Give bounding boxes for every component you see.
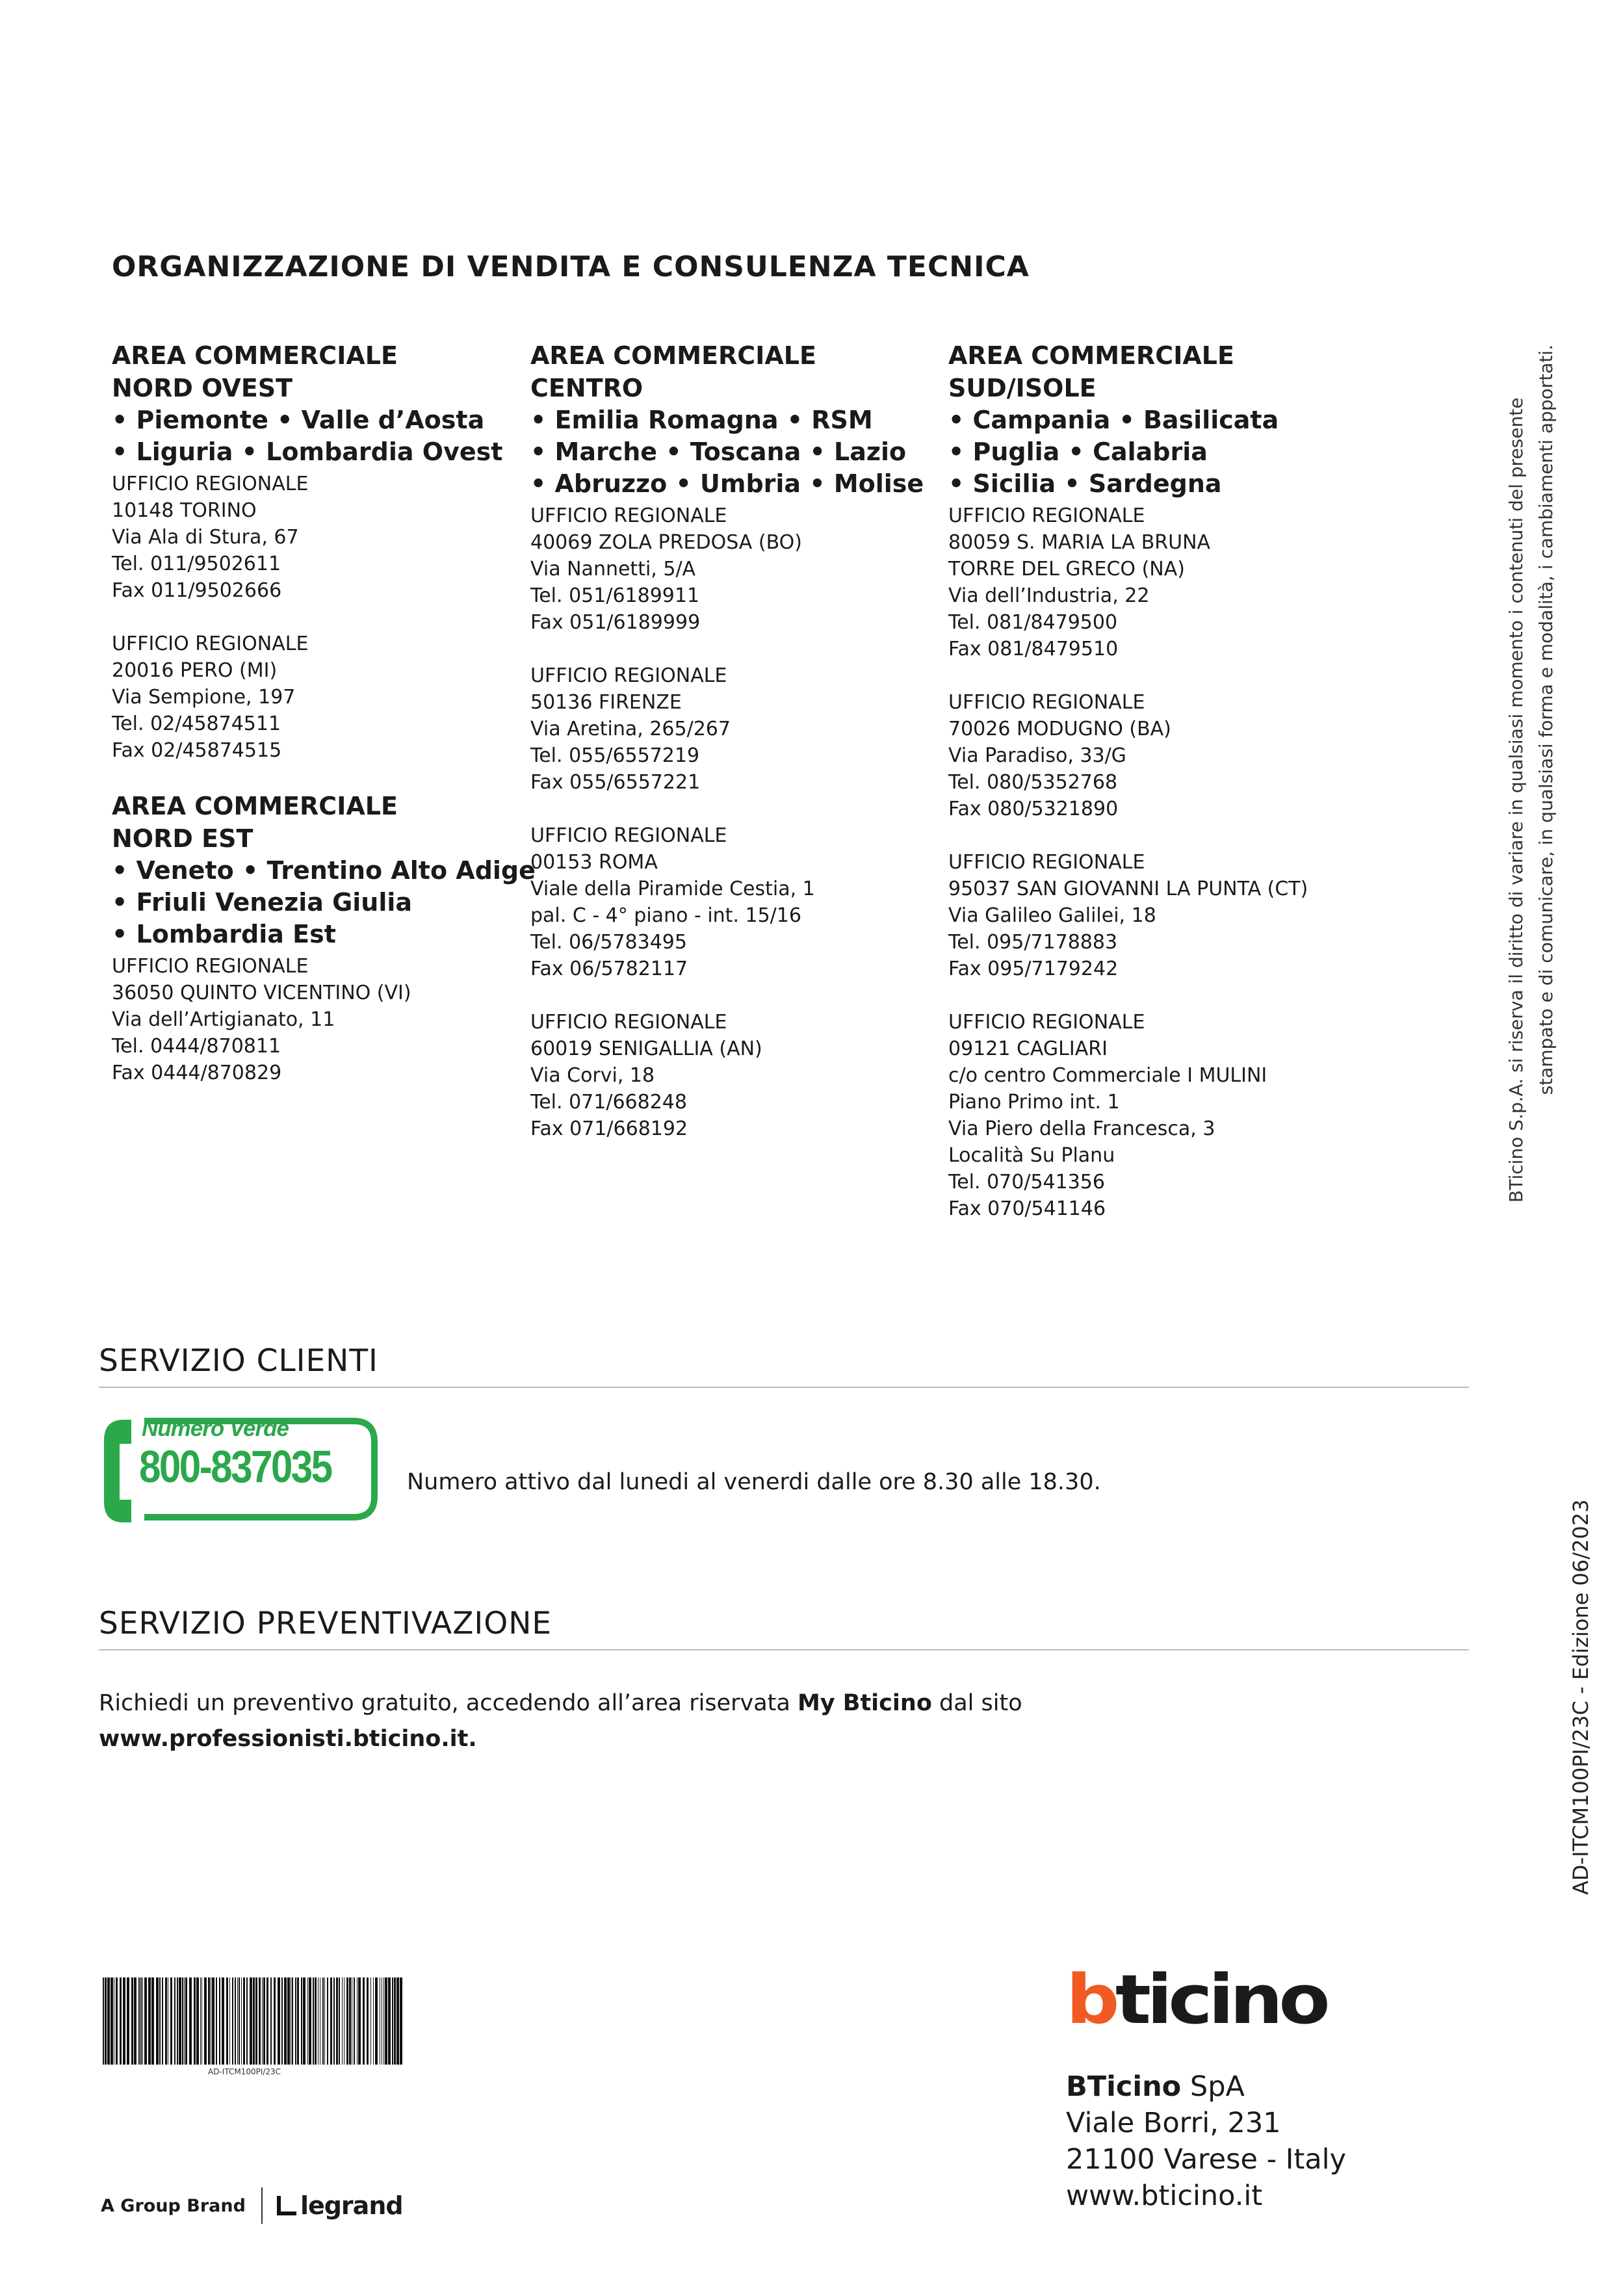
barcode-bar [253, 1977, 255, 2065]
company-name-bold: BTicino [1066, 2070, 1182, 2103]
legrand-logo [277, 2191, 403, 2220]
area-heading-line: CENTRO [530, 374, 643, 402]
office-line: Via Corvi, 18 [530, 1064, 655, 1087]
office-line: Fax 095/7179242 [948, 958, 1119, 980]
barcode-bar [284, 1977, 287, 2065]
office-line: UFFICIO REGIONALE [530, 504, 727, 527]
barcode-bar [159, 1977, 161, 2065]
office-line: 36050 QUINTO VICENTINO (VI) [112, 982, 411, 1004]
barcode-bar [142, 1977, 143, 2065]
office-block [112, 631, 515, 764]
barcode-bar [235, 1977, 236, 2065]
area-regions-line: • Lombardia Est [112, 920, 336, 948]
barcode-bar [250, 1977, 252, 2065]
barcode-bar [120, 1977, 122, 2065]
barcode-bar [222, 1977, 224, 2065]
barcode-bar [270, 1977, 272, 2065]
barcode-bar [388, 1977, 391, 2065]
barcode-bar [327, 1977, 328, 2065]
barcode-bar [165, 1977, 167, 2065]
legrand-logo-text: legrand [300, 2191, 403, 2220]
barcode-bar [243, 1977, 245, 2065]
office-line: UFFICIO REGIONALE [948, 851, 1145, 874]
company-name-rest: SpA [1181, 2070, 1245, 2103]
barcode-bar [229, 1977, 230, 2065]
area-heading-line: AREA COMMERCIALE [948, 341, 1234, 370]
company-website[interactable]: www.bticino.it [1066, 2180, 1263, 2212]
office-line: 09121 CAGLIARI [948, 1037, 1108, 1060]
office-line: UFFICIO REGIONALE [530, 664, 727, 687]
my-bticino-label: My Bticino [797, 1690, 932, 1716]
barcode-bar [189, 1977, 192, 2065]
office-line: Fax 0444/870829 [112, 1062, 282, 1084]
office-line: UFFICIO REGIONALE [530, 824, 727, 847]
company-name-line [1066, 2068, 1346, 2105]
office-line: Fax 06/5782117 [530, 958, 688, 980]
office-line: Via Piero della Francesca, 3 [948, 1117, 1215, 1140]
office-line: UFFICIO REGIONALE [948, 504, 1145, 527]
barcode-bar [103, 1977, 104, 2065]
office-line: c/o centro Commerciale I MULINI [948, 1064, 1267, 1087]
barcode-bar [237, 1977, 238, 2065]
barcode-bar [396, 1977, 399, 2065]
barcode-bar [330, 1977, 332, 2065]
area-heading-line: SUD/ISOLE [948, 374, 1097, 402]
barcode-bar [363, 1977, 365, 2065]
barcode-bar [241, 1977, 242, 2065]
barcode-bar [333, 1977, 335, 2065]
office-line: Via dell’Artigianato, 11 [112, 1008, 335, 1031]
office-line: Tel. 071/668248 [530, 1091, 687, 1114]
barcode-bar [182, 1977, 183, 2065]
office-line: UFFICIO REGIONALE [948, 1011, 1145, 1034]
barcode-bar [162, 1977, 163, 2065]
servizio-clienti-title: SERVIZIO CLIENTI [99, 1343, 378, 1379]
company-city: 21100 Varese - Italy [1066, 2143, 1347, 2176]
barcode-bar [281, 1977, 283, 2065]
column-nord [112, 339, 536, 1086]
office-line: Via Sempione, 197 [112, 686, 296, 709]
barcode [101, 1977, 404, 2065]
column-sud-isole [948, 339, 1351, 1222]
office-block [948, 849, 1351, 982]
office-block [948, 1009, 1351, 1222]
office-line: Tel. 051/6189911 [530, 584, 700, 607]
barcode-bar [246, 1977, 248, 2065]
area-heading-line: NORD OVEST [112, 374, 293, 402]
area-regions-line: • Abruzzo • Umbria • Molise [530, 469, 924, 498]
group-brand-label: A Group Brand [101, 2195, 246, 2216]
barcode-bar [212, 1977, 214, 2065]
office-line: Tel. 070/541356 [948, 1171, 1105, 1194]
office-line: Tel. 011/9502611 [112, 553, 281, 575]
office-line: Tel. 02/45874511 [112, 712, 281, 735]
area-heading-line: AREA COMMERCIALE [112, 341, 398, 370]
area-nord-ovest [112, 339, 515, 764]
office-line: 80059 S. MARIA LA BRUNA [948, 531, 1211, 554]
office-line: Tel. 081/8479500 [948, 611, 1118, 634]
barcode-bar [204, 1977, 207, 2065]
barcode-bar [105, 1977, 107, 2065]
barcode-bar [140, 1977, 142, 2065]
phone-handset-icon [104, 1420, 131, 1522]
numero-verde-hours: Numero attivo dal lunedi al venerdi dalle ore 8.30 alle 18.30. [407, 1469, 1101, 1495]
barcode-bar [303, 1977, 305, 2065]
professionisti-link[interactable]: www.professionisti.bticino.it. [99, 1726, 477, 1752]
office-line: Via Aretina, 265/267 [530, 718, 731, 740]
barcode-bar [354, 1977, 355, 2065]
office-block [530, 822, 933, 982]
area-heading-line: AREA COMMERCIALE [530, 341, 816, 370]
office-line: Località Su Planu [948, 1144, 1115, 1167]
office-line: Fax 051/6189999 [530, 611, 701, 634]
office-line: Tel. 0444/870811 [112, 1035, 281, 1058]
company-address [1066, 2068, 1346, 2214]
office-block [112, 953, 515, 1086]
barcode-bar [292, 1977, 293, 2065]
barcode-bar [219, 1977, 220, 2065]
bticino-logo [1066, 1970, 1339, 2037]
barcode-bar [392, 1977, 393, 2065]
office-line: 70026 MODUGNO (BA) [948, 718, 1171, 740]
office-line: UFFICIO REGIONALE [112, 955, 309, 978]
barcode-bar [358, 1977, 361, 2065]
barcode-bar [185, 1977, 187, 2065]
barcode-bar [116, 1977, 118, 2065]
bticino-logo-b: b [1066, 1970, 1111, 2035]
barcode-bar [307, 1977, 308, 2065]
barcode-bar [349, 1977, 351, 2065]
office-line: 00153 ROMA [530, 851, 658, 874]
office-line: TORRE DEL GRECO (NA) [948, 558, 1185, 581]
barcode-bar [123, 1977, 125, 2065]
office-line: UFFICIO REGIONALE [112, 633, 309, 655]
numero-verde-label: Numero Verde [142, 1416, 289, 1441]
barcode-bar [156, 1977, 159, 2065]
office-line: Fax 02/45874515 [112, 739, 282, 762]
office-line: 60019 SENIGALLIA (AN) [530, 1037, 762, 1060]
office-line: Via dell’Industria, 22 [948, 584, 1150, 607]
barcode-bar [394, 1977, 396, 2065]
barcode-bar [259, 1977, 261, 2065]
barcode-bar [375, 1977, 378, 2065]
numero-verde-badge[interactable] [99, 1412, 385, 1529]
office-line: Viale della Piramide Cestia, 1 [530, 878, 815, 900]
office-line: Tel. 06/5783495 [530, 931, 687, 954]
office-line: Via Nannetti, 5/A [530, 558, 696, 581]
page-title: ORGANIZZAZIONE DI VENDITA E CONSULENZA TECNICA [112, 250, 1030, 283]
office-line: 20016 PERO (MI) [112, 659, 278, 682]
office-line: Via Ala di Stura, 67 [112, 526, 299, 549]
barcode-bar [134, 1977, 136, 2065]
barcode-bar [301, 1977, 302, 2065]
disclaimer-line: BTicino S.p.A. si riserva il diritto di variare in qualsiasi momento i contenuti del presente [1505, 397, 1527, 1203]
area-regions-line: • Marche • Toscana • Lazio [530, 437, 907, 466]
numero-verde-phone[interactable]: 800-837035 [139, 1441, 331, 1492]
barcode-bar [151, 1977, 154, 2065]
office-block [530, 1009, 933, 1142]
office-line: Via Paradiso, 33/G [948, 744, 1126, 767]
legrand-mark-icon [277, 2196, 296, 2215]
barcode-bar [295, 1977, 296, 2065]
barcode-bar [177, 1977, 178, 2065]
barcode-bar [194, 1977, 196, 2065]
office-block [112, 471, 515, 604]
barcode-bar [179, 1977, 181, 2065]
area-nord-est [112, 790, 536, 1086]
divider [99, 1387, 1469, 1388]
office-line: Fax 081/8479510 [948, 638, 1119, 660]
office-line: Fax 011/9502666 [112, 579, 282, 602]
office-line: UFFICIO REGIONALE [948, 691, 1145, 714]
company-street: Viale Borri, 231 [1066, 2107, 1281, 2139]
office-line: 50136 FIRENZE [530, 691, 682, 714]
office-block [530, 662, 933, 796]
barcode-bar [346, 1977, 348, 2065]
office-line: UFFICIO REGIONALE [112, 473, 309, 495]
office-line: Tel. 055/6557219 [530, 744, 700, 767]
office-line: Piano Primo int. 1 [948, 1091, 1120, 1114]
bticino-logo-rest: ticino [1115, 1970, 1306, 2035]
barcode-bar [274, 1977, 276, 2065]
column-centro [530, 339, 933, 1142]
barcode-bar [309, 1977, 311, 2065]
barcode-bar [144, 1977, 147, 2065]
barcode-bar [367, 1977, 369, 2065]
area-regions-line: • Campania • Basilicata [948, 406, 1279, 434]
barcode-bar [208, 1977, 210, 2065]
preventivo-text-start: Richiedi un preventivo gratuito, accedendo all’area riservata [99, 1690, 798, 1716]
area-sud-isole [948, 339, 1351, 1222]
area-regions-line: • Emilia Romagna • RSM [530, 406, 873, 434]
barcode-bar [127, 1977, 129, 2065]
office-line: pal. C - 4° piano - int. 15/16 [530, 904, 801, 927]
barcode-bar [287, 1977, 290, 2065]
area-regions-line: • Sicilia • Sardegna [948, 469, 1222, 498]
preventivo-text-end: dal sito [931, 1690, 1022, 1716]
barcode-bar [216, 1977, 217, 2065]
edition-note: AD-ITCM100PI/23C - Edizione 06/2023 [1568, 1499, 1593, 1895]
office-line: Tel. 095/7178883 [948, 931, 1118, 954]
office-line: Fax 055/6557221 [530, 771, 701, 794]
area-regions-line: • Friuli Venezia Giulia [112, 888, 413, 917]
office-line: 40069 ZOLA PREDOSA (BO) [530, 531, 802, 554]
barcode-label: AD-ITCM100PI/23C [208, 2067, 281, 2076]
barcode-bar [232, 1977, 233, 2065]
barcode-bar [342, 1977, 343, 2065]
area-heading-line: AREA COMMERCIALE [112, 792, 398, 820]
area-regions-line: • Veneto • Trentino Alto Adige [112, 856, 536, 885]
barcode-bar [201, 1977, 202, 2065]
office-line: 95037 SAN GIOVANNI LA PUNTA (CT) [948, 878, 1308, 900]
area-centro [530, 339, 933, 1142]
barcode-bar [174, 1977, 175, 2065]
barcode-bar [170, 1977, 172, 2065]
barcode-bar [315, 1977, 317, 2065]
barcode-bar [239, 1977, 240, 2065]
office-block [530, 502, 933, 636]
office-line: UFFICIO REGIONALE [530, 1011, 727, 1034]
office-line: Fax 070/541146 [948, 1197, 1106, 1220]
barcode-bar [200, 1977, 201, 2065]
area-heading-line: NORD EST [112, 824, 253, 853]
brand-separator [261, 2187, 263, 2224]
bticino-logo-graphic [1066, 1970, 1339, 2035]
bticino-logo-text [1066, 1970, 1327, 2035]
office-block [948, 689, 1351, 822]
barcode-bar [131, 1977, 133, 2065]
office-block [948, 502, 1351, 662]
barcode-bar [266, 1977, 268, 2065]
preventivo-text [99, 1686, 1022, 1757]
barcode-bar [383, 1977, 384, 2065]
disclaimer-note [1501, 345, 1561, 1203]
barcode-bar [297, 1977, 299, 2065]
barcode-bar [336, 1977, 338, 2065]
area-regions-line: • Piemonte • Valle d’Aosta [112, 406, 485, 434]
barcode-bar [226, 1977, 228, 2065]
office-line: Tel. 080/5352768 [948, 771, 1118, 794]
barcode-bar [373, 1977, 374, 2065]
servizio-preventivazione-title: SERVIZIO PREVENTIVAZIONE [99, 1606, 552, 1641]
divider [99, 1649, 1469, 1650]
barcode-bar [110, 1977, 113, 2065]
barcode-bar [255, 1977, 257, 2065]
barcode-bar [313, 1977, 314, 2065]
office-line: Via Galileo Galilei, 18 [948, 904, 1156, 927]
area-regions-line: • Liguria • Lombardia Ovest [112, 437, 503, 466]
barcode-bar [400, 1977, 402, 2065]
barcode-bar [278, 1977, 280, 2065]
barcode-bar [148, 1977, 151, 2065]
barcode-bar [196, 1977, 199, 2065]
disclaimer-line: stampato e di comunicare, in qualsiasi forma e modalità, i cambiamenti apportati. [1535, 345, 1557, 1095]
barcode-bar [370, 1977, 371, 2065]
barcode-bar [339, 1977, 340, 2065]
area-regions-line: • Puglia • Calabria [948, 437, 1208, 466]
office-line: 10148 TORINO [112, 499, 257, 522]
barcode-bar [262, 1977, 263, 2065]
barcode-bar [138, 1977, 140, 2065]
barcode-bar [385, 1977, 387, 2065]
preventivo-line [99, 1686, 1022, 1721]
barcode-bar [184, 1977, 185, 2065]
barcode-bar [322, 1977, 324, 2065]
office-line: Fax 080/5321890 [948, 798, 1119, 820]
barcode-bar [107, 1977, 110, 2065]
group-brand-row [101, 2187, 403, 2224]
office-line: Fax 071/668192 [530, 1117, 688, 1140]
barcode-bar [263, 1977, 265, 2065]
barcode-bar [324, 1977, 325, 2065]
